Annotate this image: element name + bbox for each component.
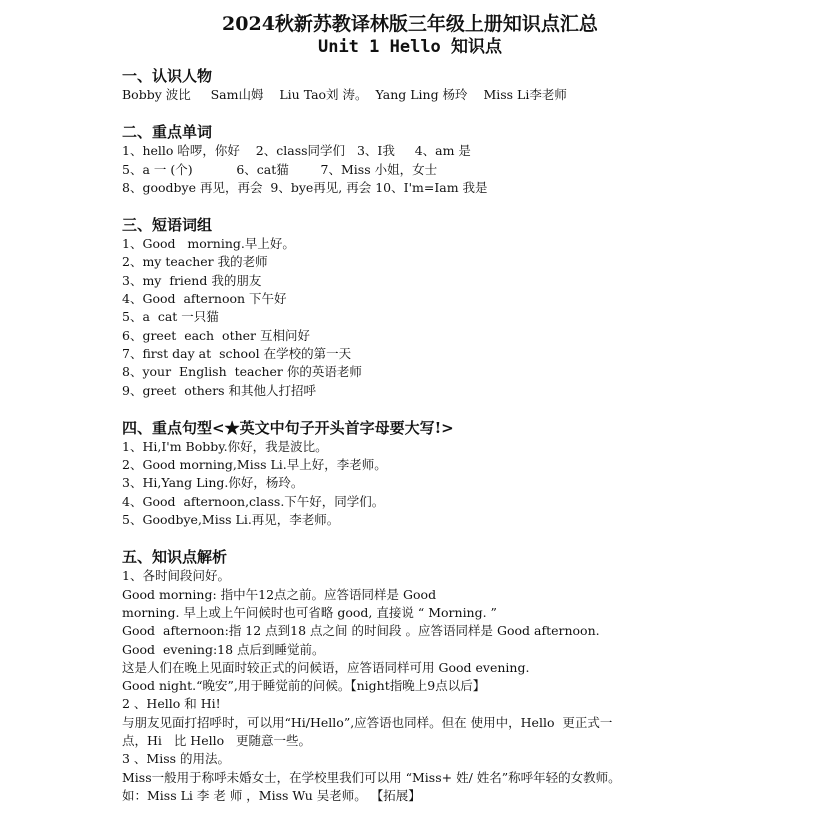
text-line: 8、goodbye 再见，再会 9、bye再见, 再会 10、I'm=Iam 我是 <box>122 179 488 195</box>
section-heading: 二、重点单词 <box>122 123 213 142</box>
text-line: 4、Good afternoon 下午好 <box>122 291 287 307</box>
text-line: 1、Good morning.早上好。 <box>122 236 295 252</box>
text-line: 3 、Miss 的用法。 <box>122 751 231 767</box>
text-line: 1、Hi,I'm Bobby.你好，我是波比。 <box>122 438 328 454</box>
text-line: Good evening:18 点后到睡觉前。 <box>122 641 325 657</box>
text-line: 1、hello 哈啰，你好 2、class同学们 3、I我 4、am 是 <box>122 143 471 159</box>
section-sentence-patterns <box>122 418 698 529</box>
section-key-words <box>122 122 698 197</box>
text-line: Good night.“晚安”,用于睡觉前的问候。【night指晚上9点以后】 <box>122 678 486 694</box>
text-line: 2 、Hello 和 Hi! <box>122 696 221 712</box>
text-line: 2、Good morning,Miss Li.早上好，李老师。 <box>122 457 387 473</box>
text-line: 9、greet others 和其他人打招呼 <box>122 382 317 398</box>
text-line: 8、your English teacher 你的英语老师 <box>122 364 362 380</box>
text-line: 2、my teacher 我的老师 <box>122 254 268 270</box>
text-line: 7、first day at school 在学校的第一天 <box>122 345 352 361</box>
text-line: 与朋友见面打招呼时，可以用“Hi/Hello”,应答语也同样。但在 使用中，Hello 更正式一 <box>122 714 613 730</box>
section-knowledge-analysis <box>122 547 698 805</box>
section-heading: 一、认识人物 <box>122 67 213 85</box>
text-line: 5、a cat 一只猫 <box>122 309 219 325</box>
text-line: 这是人们在晚上见面时较正式的问候语，应答语同样可用 Good evening. <box>122 659 530 675</box>
text-line: 3、my friend 我的朋友 <box>122 272 262 288</box>
text-line: 如：Miss Li 李 老 师 ，Miss Wu 吴老师。 【拓展】 <box>122 787 421 803</box>
text-line: morning. 早上或上午问候时也可省略 good, 直接说 “ Morning. ” <box>122 604 497 620</box>
section-characters <box>122 66 698 104</box>
text-line: 6、greet each other 互相问好 <box>122 327 310 343</box>
text-line: 1、各时间段问好。 <box>122 568 230 584</box>
document-subtitle: Unit 1 Hello 知识点 <box>317 37 503 57</box>
text-line: 点，Hi 比 Hello 更随意一些。 <box>122 733 312 749</box>
text-line: Bobby 波比 Sam山姆 Liu Tao刘 涛。 Yang Ling 杨玲 Miss Li李老师 <box>122 87 567 102</box>
document-title: 2024秋新苏教译林版三年级上册知识点汇总 <box>222 13 598 35</box>
text-line: Good morning: 指中午12点之前。应答语同样是 Good <box>122 586 437 602</box>
text-line: 3、Hi,Yang Ling.你好，杨玲。 <box>122 475 304 491</box>
section-heading: 五、知识点解析 <box>122 548 228 567</box>
text-line: Good afternoon:指 12 点到18 点之间 的时间段 。应答语同样是 Good afternoon. <box>122 623 600 639</box>
section-heading: 三、短语词组 <box>122 216 213 235</box>
text-line: 5、a 一 (个) 6、cat猫 7、Miss 小姐，女士 <box>122 161 438 177</box>
text-line: 5、Goodbye,Miss Li.再见，李老师。 <box>122 512 340 528</box>
text-line: Miss一般用于称呼未婚女士，在学校里我们可以用 “Miss+ 姓/ 姓名”称呼年轻的女教师。 <box>122 769 621 785</box>
text-line: 4、Good afternoon,class.下午好，同学们。 <box>122 493 385 509</box>
section-heading: 四、重点句型<★英文中句子开头首字母要大写!> <box>122 418 454 437</box>
section-phrases <box>122 215 698 400</box>
